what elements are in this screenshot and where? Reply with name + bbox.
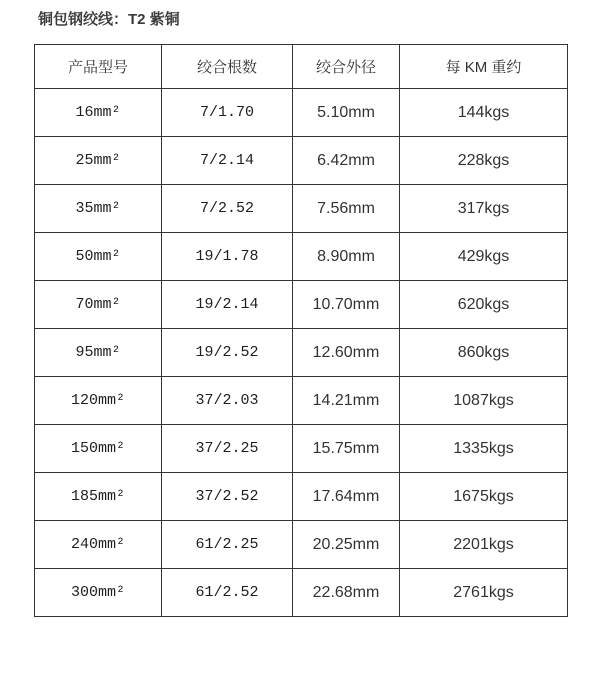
table-cell: 14.21mm (293, 377, 400, 425)
table-cell: 7/2.14 (162, 137, 293, 185)
table-cell: 228kgs (400, 137, 568, 185)
table-row (35, 329, 568, 377)
table-cell: 19/2.14 (162, 281, 293, 329)
table-cell: 860kgs (400, 329, 568, 377)
table-cell: 620kgs (400, 281, 568, 329)
table-cell: 37/2.52 (162, 473, 293, 521)
table-row (35, 137, 568, 185)
table-cell: 37/2.25 (162, 425, 293, 473)
table-cell: 15.75mm (293, 425, 400, 473)
table-cell: 144kgs (400, 89, 568, 137)
table-body (35, 89, 568, 617)
table-cell: 17.64mm (293, 473, 400, 521)
table-cell: 61/2.52 (162, 569, 293, 617)
table-cell: 1675kgs (400, 473, 568, 521)
table-cell: 19/2.52 (162, 329, 293, 377)
table-cell: 25mm² (35, 137, 162, 185)
table-cell: 2761kgs (400, 569, 568, 617)
table-cell: 185mm² (35, 473, 162, 521)
table-cell: 10.70mm (293, 281, 400, 329)
table-cell: 429kgs (400, 233, 568, 281)
table-row (35, 281, 568, 329)
table-cell: 8.90mm (293, 233, 400, 281)
table-cell: 120mm² (35, 377, 162, 425)
table-cell: 50mm² (35, 233, 162, 281)
table-row (35, 377, 568, 425)
col-header-strand-count: 绞合根数 (162, 45, 293, 89)
table-cell: 19/1.78 (162, 233, 293, 281)
table-row (35, 185, 568, 233)
table-cell: 1335kgs (400, 425, 568, 473)
table-cell: 1087kgs (400, 377, 568, 425)
table-header-row (35, 45, 568, 89)
table-row (35, 425, 568, 473)
table-cell: 317kgs (400, 185, 568, 233)
table-cell: 2201kgs (400, 521, 568, 569)
page-title: 铜包钢绞线：T2 紫铜 (38, 11, 180, 28)
col-header-weight-per-km: 每 KM 重约 (400, 45, 568, 89)
col-header-outer-diameter: 绞合外径 (293, 45, 400, 89)
table-cell: 61/2.25 (162, 521, 293, 569)
table-cell: 22.68mm (293, 569, 400, 617)
table-cell: 35mm² (35, 185, 162, 233)
table-cell: 16mm² (35, 89, 162, 137)
table-row (35, 569, 568, 617)
table-cell: 240mm² (35, 521, 162, 569)
table-cell: 7/1.70 (162, 89, 293, 137)
table-cell: 6.42mm (293, 137, 400, 185)
table-cell: 37/2.03 (162, 377, 293, 425)
table-cell: 7/2.52 (162, 185, 293, 233)
table-cell: 20.25mm (293, 521, 400, 569)
table-cell: 12.60mm (293, 329, 400, 377)
table-cell: 5.10mm (293, 89, 400, 137)
table-cell: 70mm² (35, 281, 162, 329)
table-cell: 150mm² (35, 425, 162, 473)
table-cell: 7.56mm (293, 185, 400, 233)
product-spec-table (34, 44, 568, 617)
table-cell: 300mm² (35, 569, 162, 617)
table-row (35, 233, 568, 281)
table-row (35, 521, 568, 569)
table-row (35, 473, 568, 521)
table-row (35, 89, 568, 137)
table-header (35, 45, 568, 89)
col-header-product-model: 产品型号 (35, 45, 162, 89)
table-cell: 95mm² (35, 329, 162, 377)
